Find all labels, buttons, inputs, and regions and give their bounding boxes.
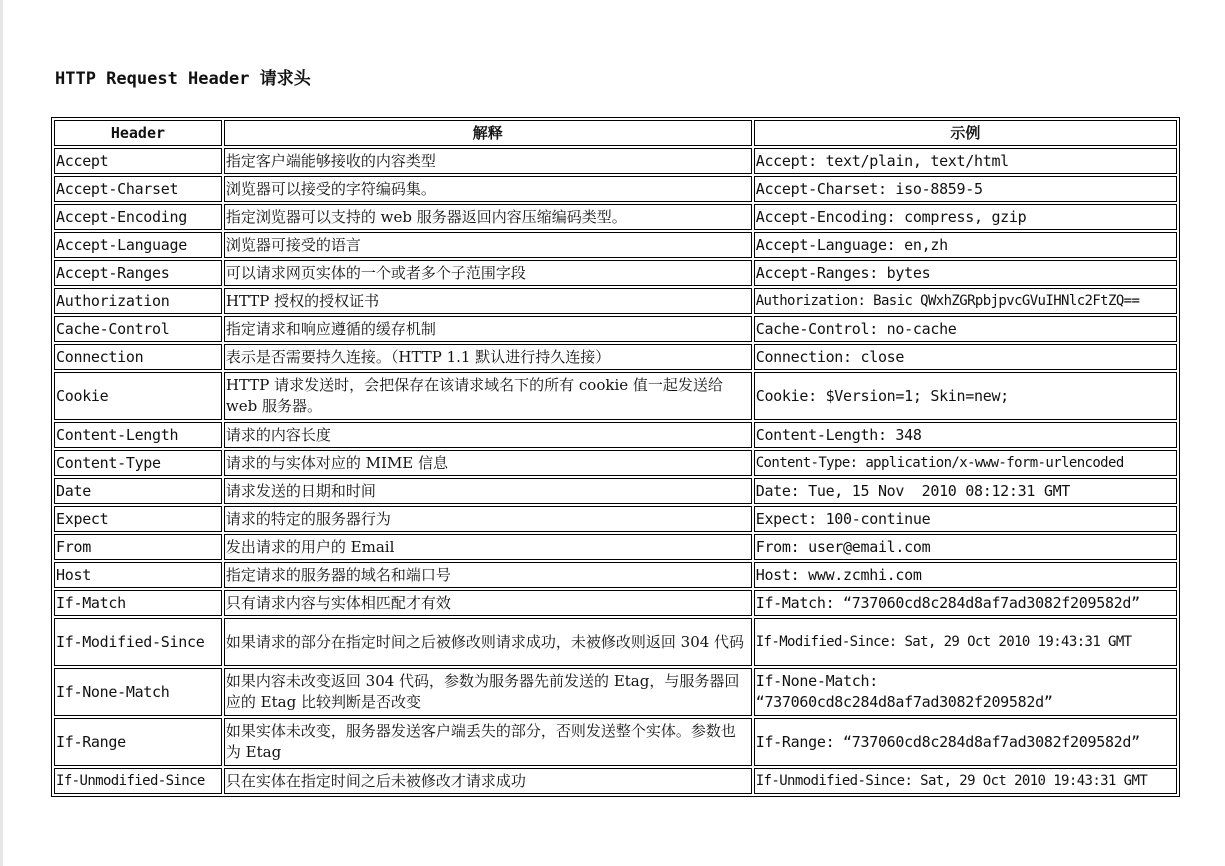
header-name-cell: Content-Type (54, 450, 222, 476)
example-cell: From: user@email.com (754, 534, 1177, 560)
table-row (54, 316, 1177, 342)
table-row (54, 768, 1177, 794)
table-row (54, 590, 1177, 616)
example-cell: If-Modified-Since: Sat, 29 Oct 2010 19:43:31 GMT (754, 618, 1177, 666)
header-name-cell: From (54, 534, 222, 560)
description-cell: 如果实体未改变，服务器发送客户端丢失的部分，否则发送整个实体。参数也为 Etag (224, 718, 752, 766)
header-name-cell: If-None-Match (54, 668, 222, 716)
header-name-cell: Expect (54, 506, 222, 532)
table-row (54, 344, 1177, 370)
header-name-cell: Accept-Language (54, 232, 222, 258)
example-cell: If-Unmodified-Since: Sat, 29 Oct 2010 19:43:31 GMT (754, 768, 1177, 794)
example-cell: Host: www.zcmhi.com (754, 562, 1177, 588)
header-name-cell: Accept (54, 148, 222, 174)
description-cell: HTTP 请求发送时，会把保存在该请求域名下的所有 cookie 值一起发送给 web 服务器。 (224, 372, 752, 420)
table-row (54, 506, 1177, 532)
header-name-cell: Accept-Charset (54, 176, 222, 202)
header-name-cell: Accept-Ranges (54, 260, 222, 286)
example-cell: If-Range: “737060cd8c284d8af7ad3082f209582d” (754, 718, 1177, 766)
column-header-example: 示例 (754, 120, 1177, 146)
table-header-row (54, 120, 1177, 146)
header-name-cell: Cache-Control (54, 316, 222, 342)
example-cell: Cache-Control: no-cache (754, 316, 1177, 342)
header-name-cell: Date (54, 478, 222, 504)
table-row (54, 450, 1177, 476)
description-cell: 指定浏览器可以支持的 web 服务器返回内容压缩编码类型。 (224, 204, 752, 230)
example-cell: Accept-Language: en,zh (754, 232, 1177, 258)
header-name-cell: If-Modified-Since (54, 618, 222, 666)
http-request-header-table (51, 117, 1180, 797)
example-cell: If-Match: “737060cd8c284d8af7ad3082f209582d” (754, 590, 1177, 616)
table-row (54, 534, 1177, 560)
table-row (54, 148, 1177, 174)
header-name-cell: If-Match (54, 590, 222, 616)
table-row (54, 668, 1177, 716)
description-cell: 如果内容未改变返回 304 代码，参数为服务器先前发送的 Etag，与服务器回应的 Etag 比较判断是否改变 (224, 668, 752, 716)
header-name-cell: If-Range (54, 718, 222, 766)
description-cell: 如果请求的部分在指定时间之后被修改则请求成功，未被修改则返回 304 代码 (224, 618, 752, 666)
header-name-cell: Authorization (54, 288, 222, 314)
column-header-description: 解释 (224, 120, 752, 146)
example-cell: Expect: 100-continue (754, 506, 1177, 532)
page-edge (0, 0, 3, 866)
table-row (54, 618, 1177, 666)
table-row (54, 288, 1177, 314)
table-row (54, 204, 1177, 230)
header-name-cell: Cookie (54, 372, 222, 420)
example-cell: Authorization: Basic QWxhZGRpbjpvcGVuIHNlc2FtZQ== (754, 288, 1177, 314)
description-cell: 表示是否需要持久连接。（HTTP 1.1 默认进行持久连接） (224, 344, 752, 370)
column-header-header: Header (54, 120, 222, 146)
example-cell: Accept: text/plain, text/html (754, 148, 1177, 174)
table-row (54, 718, 1177, 766)
example-cell: Accept-Charset: iso-8859-5 (754, 176, 1177, 202)
table-row (54, 422, 1177, 448)
example-cell: Content-Type: application/x-www-form-urlencoded (754, 450, 1177, 476)
example-cell: Connection: close (754, 344, 1177, 370)
description-cell: 请求发送的日期和时间 (224, 478, 752, 504)
table-row (54, 260, 1177, 286)
description-cell: 发出请求的用户的 Email (224, 534, 752, 560)
header-name-cell: Accept-Encoding (54, 204, 222, 230)
description-cell: 指定请求的服务器的域名和端口号 (224, 562, 752, 588)
header-name-cell: Content-Length (54, 422, 222, 448)
example-cell: Content-Length: 348 (754, 422, 1177, 448)
description-cell: 请求的特定的服务器行为 (224, 506, 752, 532)
table-row (54, 176, 1177, 202)
table-row (54, 232, 1177, 258)
description-cell: 指定请求和响应遵循的缓存机制 (224, 316, 752, 342)
description-cell: 浏览器可接受的语言 (224, 232, 752, 258)
description-cell: 可以请求网页实体的一个或者多个子范围字段 (224, 260, 752, 286)
example-cell: Accept-Ranges: bytes (754, 260, 1177, 286)
table-row (54, 562, 1177, 588)
description-cell: 只在实体在指定时间之后未被修改才请求成功 (224, 768, 752, 794)
page-title: HTTP Request Header 请求头 (55, 69, 311, 89)
header-name-cell: If-Unmodified-Since (54, 768, 222, 794)
table-row (54, 372, 1177, 420)
description-cell: HTTP 授权的授权证书 (224, 288, 752, 314)
example-cell: If-None-Match: “737060cd8c284d8af7ad3082f209582d” (754, 668, 1177, 716)
example-cell: Cookie: $Version=1; Skin=new; (754, 372, 1177, 420)
example-cell: Accept-Encoding: compress, gzip (754, 204, 1177, 230)
description-cell: 请求的与实体对应的 MIME 信息 (224, 450, 752, 476)
table-row (54, 478, 1177, 504)
description-cell: 只有请求内容与实体相匹配才有效 (224, 590, 752, 616)
description-cell: 浏览器可以接受的字符编码集。 (224, 176, 752, 202)
example-cell: Date: Tue, 15 Nov 2010 08:12:31 GMT (754, 478, 1177, 504)
description-cell: 指定客户端能够接收的内容类型 (224, 148, 752, 174)
header-name-cell: Host (54, 562, 222, 588)
header-name-cell: Connection (54, 344, 222, 370)
description-cell: 请求的内容长度 (224, 422, 752, 448)
